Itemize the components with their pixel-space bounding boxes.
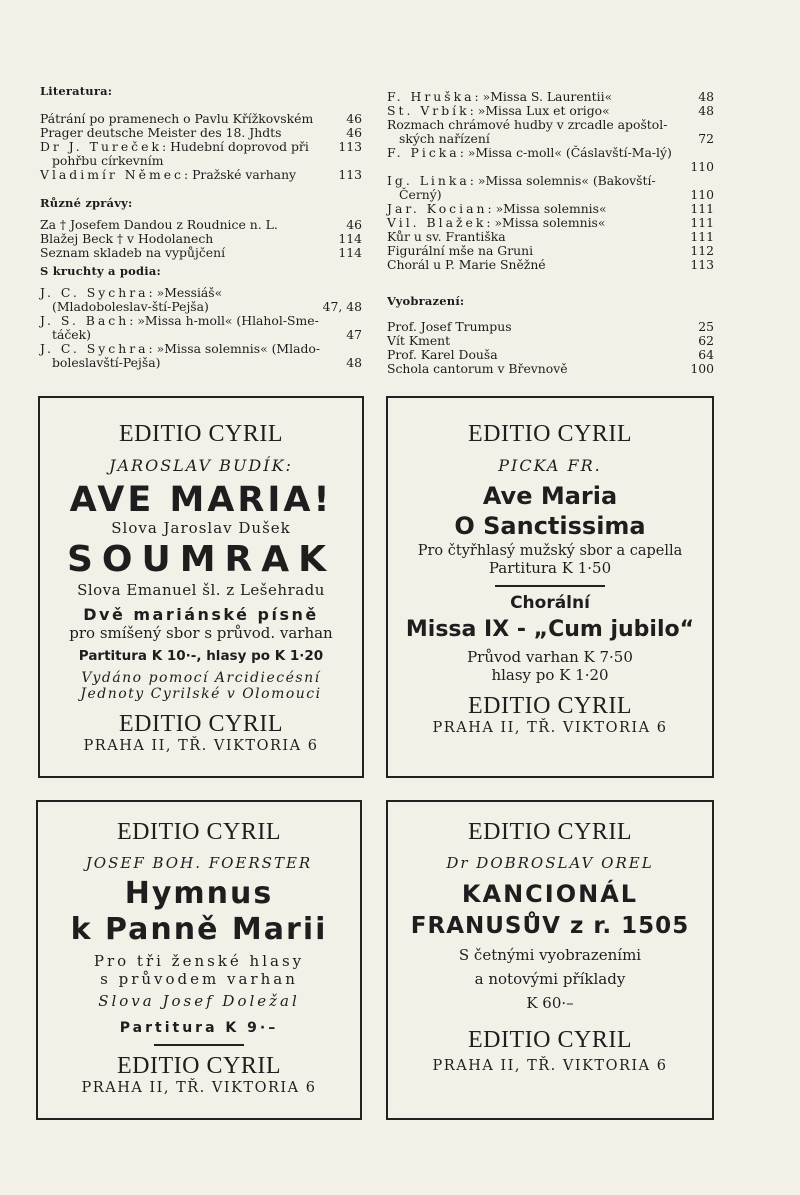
title-soumrak: SOUMRAK — [66, 539, 336, 580]
entry-author: Dr J. Tureček — [40, 139, 162, 154]
entry-author: Ig. Linka — [387, 173, 470, 188]
composer-name: JOSEF BOH. FOERSTER — [85, 854, 313, 872]
title-kancional: KANCIONÁL — [461, 880, 639, 908]
lyricist-line: Slova Josef Doležal — [98, 992, 300, 1010]
index-entry: Seznam skladeb na vypůjčení 114 — [40, 245, 362, 260]
entry-author: J. C. Sychra — [40, 341, 149, 356]
publisher-footer: EDITIO CYRIL — [468, 693, 632, 719]
index-entry: J. C. Sychra: »Messiáš« (Mladoboleslav-ští-Pejša) 47, 48 — [40, 285, 362, 314]
index-entry: Blažej Beck † v Hodolanech 114 — [40, 231, 362, 246]
scoring-line: pro smíšený sbor s průvod. varhan — [69, 624, 333, 642]
price-line: hlasy po K 1·20 — [491, 666, 609, 684]
index-entry: Prager deutsche Meister des 18. Jhdts 46 — [40, 125, 362, 140]
publisher-heading: EDITIO CYRIL — [117, 819, 281, 845]
index-entry: Ig. Linka: »Missa solemnis« (Bakovští-Černý) 110 — [387, 173, 714, 202]
index-entry: Vladimír Němec: Pražské varhany 113 — [40, 167, 362, 182]
publisher-heading: EDITIO CYRIL — [468, 819, 632, 845]
advert-orel-kancional — [386, 800, 714, 1120]
title-missa-ix: Missa IX - „Cum jubilo“ — [405, 617, 695, 642]
publisher-footer: EDITIO CYRIL — [117, 1053, 281, 1079]
index-entry: Pátrání po pramenech o Pavlu Křížkovském 46 — [40, 111, 362, 126]
section-heading-zpravy: Různé zprávy: — [40, 196, 133, 210]
title-franusuv: FRANUSŮV z r. 1505 — [410, 913, 690, 939]
entry-author: Vladimír Němec — [40, 167, 184, 182]
description-line: S četnými vyobrazeními — [458, 946, 642, 964]
index-entry: Vil. Blažek: »Missa solemnis« 111 — [387, 215, 714, 230]
entry-author: J. C. Sychra — [40, 285, 149, 300]
section-heading-literatura: Literatura: — [40, 84, 113, 98]
index-entry: Chorál u P. Marie Sněžné 113 — [387, 257, 714, 272]
support-line: Vydáno pomocí Arcidiecésní — [81, 670, 321, 686]
title-ave-maria: Ave Maria — [482, 482, 618, 510]
price-line: Partitura K 1·50 — [488, 559, 612, 577]
scoring-line: s průvodem varhan — [100, 970, 298, 988]
advert-picka-ave-maria — [386, 396, 714, 778]
publisher-footer: EDITIO CYRIL — [119, 711, 283, 737]
index-entry: Figurální mše na Gruni 112 — [387, 243, 714, 258]
publisher-heading: EDITIO CYRIL — [119, 421, 283, 447]
composer-name: JAROSLAV BUDÍK: — [109, 456, 293, 475]
advert-foerster-hymnus — [36, 800, 362, 1120]
lyricist-line: Slova Emanuel šl. z Lešehradu — [77, 581, 325, 599]
publisher-address: PRAHA II, TŘ. VIKTORIA 6 — [81, 1080, 317, 1096]
index-entry: Dr J. Tureček: Hudební doprovod při pohřbu církevním 113 — [40, 139, 362, 168]
publisher-address: PRAHA II, TŘ. VIKTORIA 6 — [83, 738, 319, 754]
title-o-sanctissima: O Sanctissima — [454, 512, 646, 540]
subtitle-songs: Dvě mariánské písně — [83, 605, 319, 624]
publisher-heading: EDITIO CYRIL — [468, 421, 632, 447]
description-line: a notovými příklady — [474, 970, 626, 988]
divider — [495, 585, 605, 587]
index-entry: J. S. Bach: »Missa h-moll« (Hlahol-Sme-táček) 47 — [40, 313, 362, 342]
index-entry: Prof. Karel Douša 64 — [387, 347, 714, 362]
entry-author: F. Hruška — [387, 89, 475, 104]
index-entry: Schola cantorum v Břevnově 100 — [387, 361, 714, 376]
index-left-column — [40, 84, 362, 370]
index-right-column — [387, 90, 714, 376]
title-ave-maria: AVE MARIA! — [69, 480, 333, 520]
index-entry: Kůr u sv. Františka 111 — [387, 229, 714, 244]
price-line: Partitura K 9·– — [119, 1020, 279, 1036]
publisher-address: PRAHA II, TŘ. VIKTORIA 6 — [432, 1058, 668, 1074]
scoring-line: Pro čtyřhlasý mužský sbor a capella — [417, 543, 683, 559]
title-k-panne-marii: k Panně Marii — [70, 912, 328, 947]
lyricist-line: Slova Jaroslav Dušek — [111, 519, 291, 537]
price-line: K 60·– — [526, 994, 574, 1012]
index-entry: Vít Kment 62 — [387, 333, 714, 348]
support-line: Jednoty Cyrilské v Olomouci — [80, 686, 322, 702]
entry-author: St. Vrbík — [387, 103, 470, 118]
publisher-footer: EDITIO CYRIL — [468, 1027, 632, 1053]
price-line: Průvod varhan K 7·50 — [467, 648, 633, 666]
entry-author: Vil. Blažek — [387, 215, 487, 230]
section-heading-kruchty: S kruchty a podia: — [40, 264, 161, 278]
index-entry: F. Picka: »Missa c-moll« (Čáslavští-Ma-lý) 110 — [387, 145, 714, 174]
entry-author: F. Picka — [387, 145, 460, 160]
section-heading-vyobrazeni: Vyobrazení: — [387, 294, 465, 308]
price-line: Partitura K 10·-, hlasy po K 1·20 — [78, 648, 324, 664]
divider — [154, 1044, 244, 1046]
index-entry: Prof. Josef Trumpus 25 — [387, 319, 714, 334]
index-entry: Jar. Kocian: »Missa solemnis« 111 — [387, 201, 714, 216]
scoring-line: Pro tři ženské hlasy — [93, 952, 305, 970]
title-hymnus: Hymnus — [124, 876, 274, 911]
entry-author: Jar. Kocian — [387, 201, 488, 216]
composer-name: Dr DOBROSLAV OREL — [446, 854, 654, 872]
entry-author: J. S. Bach — [40, 313, 130, 328]
publisher-address: PRAHA II, TŘ. VIKTORIA 6 — [432, 720, 668, 736]
advert-budik-ave-maria — [38, 396, 364, 778]
index-entry: Za † Josefem Dandou z Roudnice n. L. 46 — [40, 217, 362, 232]
index-entry: Rozmach chrámové hudby v zrcadle apoštol-ských nařízení 72 — [387, 117, 714, 146]
composer-name: PICKA FR. — [498, 456, 602, 475]
index-entry: St. Vrbík: »Missa Lux et origo« 48 — [387, 103, 714, 118]
label-choral: Chorální — [510, 593, 590, 613]
index-entry: F. Hruška: »Missa S. Laurentii« 48 — [387, 89, 714, 104]
index-entry: J. C. Sychra: »Missa solemnis« (Mlado-boleslavští-Pejša) 48 — [40, 341, 362, 370]
